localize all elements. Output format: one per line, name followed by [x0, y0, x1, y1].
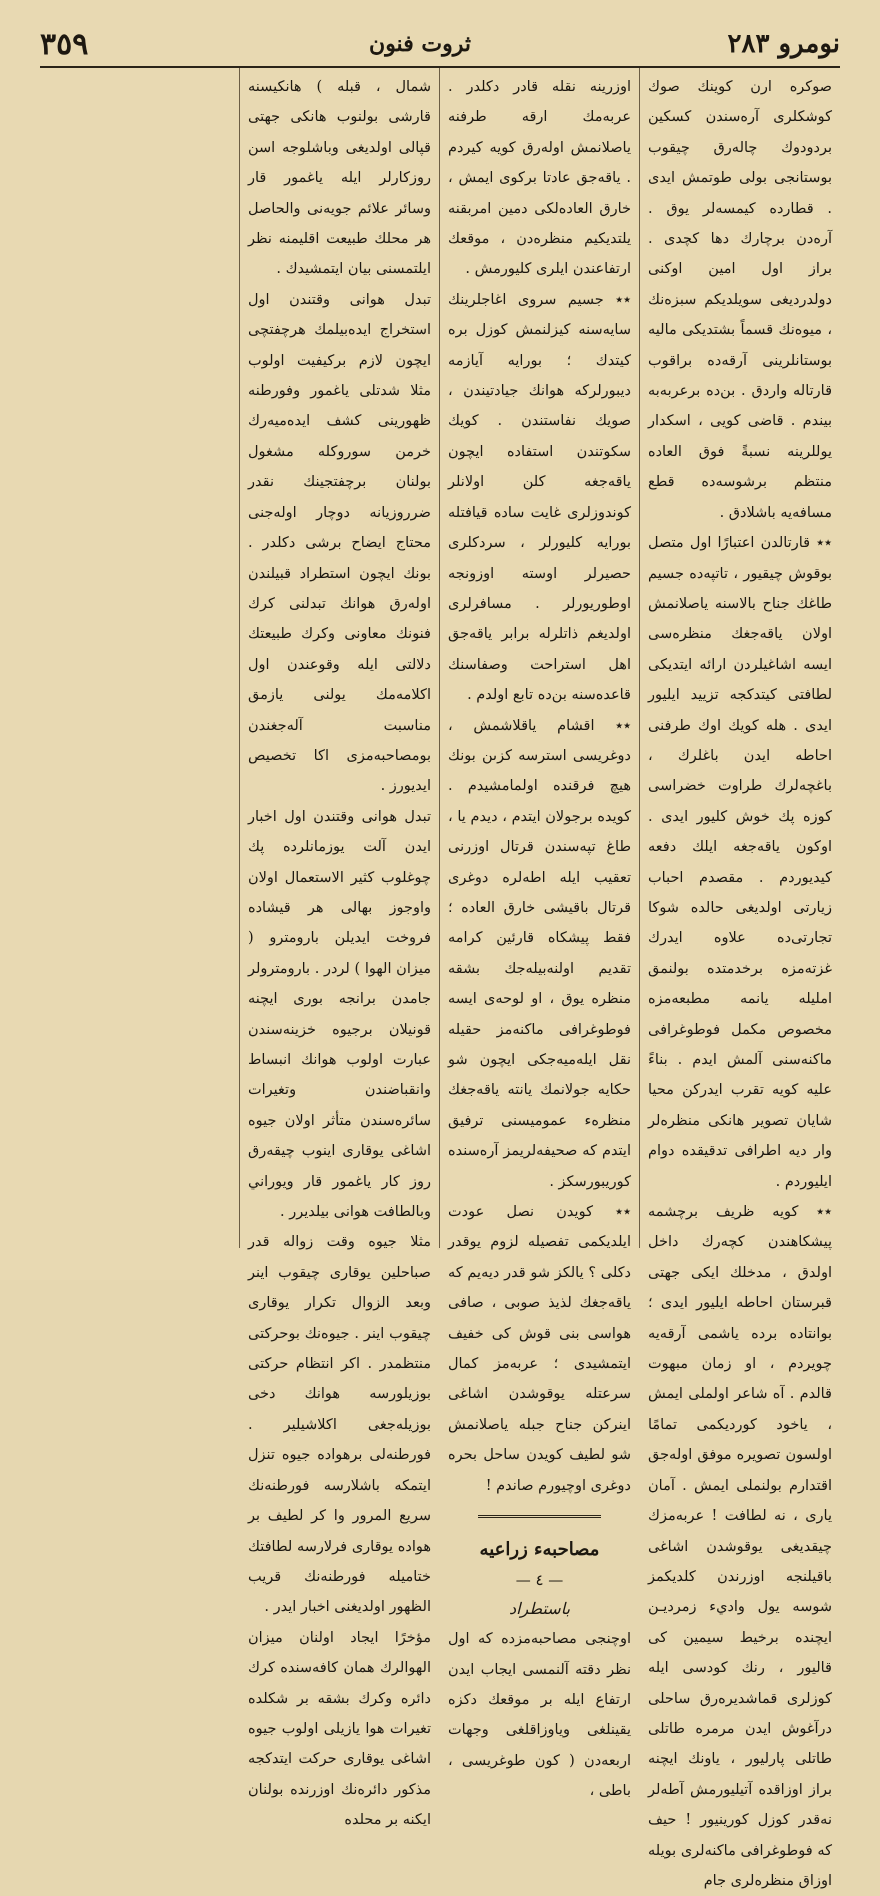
paragraph: ٭٭ جسيم سروى اغاجلرينك سايه‌سنه كيزلنمش كوزل بره كيتدك ؛ بورايه آيازمه ديبورلركه هوانك جيادتيندن ، صويك نفاستندن . كويك سكوتندن استفاده ايچون ياقه‌جغه كلن اولانلر كوندوزلرى غايت ساده قيافتله بورايه كليورلر ، سردكلرى حصيرلر اوسته اوزونجه اوطوريورلر . مسافرلرى اولدیغم ذاتلرله برابر ياقه‌جق اهل استراحت وصفاسنك قاعده‌سنه بن‌ده تابع اولدم .: [448, 291, 631, 704]
paragraph: اوچنجى مصاحبه‌مزده كه اول نظر دقته آلنمسى ايجاب ايدن ارتفاع ايله بر موقعك دكزه يقينلغى وياوزاقلغى وجهات اربعه‌دن ( كون طوغريسى ، باطى ،: [448, 1631, 631, 1800]
paragraph: مثلا جيوه وقت زواله قدر صباحلين يوقارى چيقوب اينر وبعد الزوال تكرار يوقارى چيقوب اينر . جيوه‌نك بوحركتى منتظمدر . اكر انتظام حركتى بوزيلورسه هوانك دخى بوزيله‌جغى اكلاشيلير . فورطنه‌لى برهواده جيوه تنزل ايتمكه باشلارسه فورطنه‌نك سريع المرور وا كر لطيف بر هواده يوقارى فرلارسه لطافتك ختاميله فورطنه‌نك قريب الظهور اولديغنى اخبار ايدر .: [248, 1234, 431, 1616]
column-1: [640, 68, 840, 1889]
paragraph: تبدل هوانى وقتندن اول استخراج ايده‌بيلمك هرچفتچى ايچون لازم بركيفيت اولوب مثلا شدتلى ياغمور وفورطنه ظهورينى كشف ايده‌ميه‌رك خرمن سوروكله مشغول بولنان برچفتجينك نقدر ضرروزيانه دوچار اوله‌جنى محتاج ايضاح برشى دكلدر . بونك ايچون استطراد قبيلندن اوله‌رق هوانك تبدلنى كرك فنونك معاونى وكرك طبيعتك دلالتى ايله وقوعندن اول اكلامه‌مك يولنى يازمق مناسبت آله‌جغندن بومصاحبه‌مزى اكا تخصيص ايديورز .: [248, 291, 431, 795]
section-divider: [478, 1515, 601, 1518]
paragraph: صوكره ارن كوينك صوك كوشكلرى آره‌سندن كسكين بردودوك چالەرق چيقوب بوستانجى بولى طوتمش ايدى . قطارده كيمسه‌لر يوق . آره‌دن برچارك دها كچدى . براز اول امين اوكنى دولدرديغى سويلديكم سبزه‌نك ، ميوه‌نك قسماً بشتديكى ماليه بوستانلرينى آرقه‌ده براقوب قارتاله واردق . بن‌ده برعربه‌به بيندم . قاضى كويى ، اسكدار يوللرينه نسبةً فوق العاده منتظم برشوسه‌ده قطع مسافه‌يه باشلادق .: [648, 79, 832, 521]
section-subheading: باستطراد: [508, 1599, 571, 1619]
paragraph: مؤخرًا ايجاد اولنان ميزان الهوالرك همان كافه‌سنده كرك دائره وكرك بشقه بر شكلده تغيرات هوا يازيلى اولوب جيوه اشاغى يوقارى حركت ايتدكجه مذكور دائره‌نك اوزرنده بولنان ايكنه بر محلده: [248, 1629, 431, 1829]
column-4: [40, 68, 240, 1248]
text-columns: [40, 68, 840, 1889]
issue-number: نومرو ٢٨٣: [727, 29, 840, 59]
section-number: — ٤ —: [515, 1571, 564, 1590]
paragraph: ٭٭ اقشام ياقلاشمش ، دوغريسى استرسه كزىن بونك هيچ فرقنده اولمامشيدم . كويده برجولان ايتدم ، ديدم يا ، طاغ تپه‌سندن قرتال اوزرنى تعقيب ايله اطه‌لره دوغرى قرتال باقيشى خارق العاده ؛ فقط پيشكاه قارئين كرامه تقديم اولنه‌بيله‌جك بشقه منظره يوق ، او لوحه‌ى ايسه فوطوغرافى ماكنه‌مز حقيله نقل ايله‌ميه‌جكى ايچون شو حكايه جولانمك يانته ياقه‌جغك منظرهء عموميسنى ترفيق ايتدم كه صحيفه‌لريمز آره‌سنده كوريبورسكز .: [448, 717, 631, 1190]
column-2: [440, 68, 640, 1800]
section-title: مصاحبهء زراعيه: [479, 1539, 600, 1561]
column-3: [240, 68, 440, 1829]
paragraph: ٭٭ كويدن نصل عودت ايلديكمى تفصيله لزوم يوقدر دكلى ؟ يالكز شو قدر ديه‌يم كه ياقه‌جغك لذيذ صوبى ، صافى هواسى بنى قوش كى خفيف ايتمشيدى ؛ عربه‌مز كمال سرعتله يوقوشدن اشاغى اينركن جناح جبله ياصلانمش شو لطيف كويدن ساحل بحره دوغرى اوچيورم صاندم !: [448, 1204, 631, 1494]
page-header: [40, 22, 840, 68]
paragraph: تبدل هوانى وقتندن اول اخبار ايدن آلت يوزمانلرده پك چوغلوب كثير الاستعمال اولان واوجوز بهالى هر قيشاده فروخت ايديلن بارومترو ( ميزان الهوا ) لردر . بارومترولر جامدن برانجه بورى ايچنه قونيلان برجيوه خزينه‌سندن عبارت اولوب هوانك انبساط وانقباضندن وتغيرات سائره‌سندن متأثر اولان جيوه اشاغى يوقارى اينوب چيقه‌رق روز كار ياغمور قار ويوراني وبالطافت هوانى بيلديرر .: [248, 808, 431, 1221]
paragraph: اوزرينه نقله قادر دكلدر . عربه‌مك ارقه طرفنه ياصلانمش اوله‌رق كويه كيردم . ياقه‌جق عادتا بركوى ايمش ، خارق العاده‌لكى دمين امربقنه يلتديكيم منظره‌دن ، موقعك ارتفاعندن ايلرى كليورمش .: [448, 79, 631, 278]
paragraph: ٭٭ كويه ظريف برچشمه پيشكاهندن كچه‌رك داخل اولدق ، مدخلك ايكى جهتى قبرستان احاطه ايليور ايدى ؛ بوانتاده برده ياشمى آرقه‌يه چويردم ، او زمان مبهوت قالدم . آه شاعر اولملى ايمش ، ياخود كورديكمى تمامًا اولسون تصويره موفق اوله‌جق اقتدارم بولنملى ايمش . آمان يارى ، نه لطافت ! عربه‌مزك چيقديغى يوقوشدن اشاغى باقيلنجه اوزرندن كلديكمز شوسه يول واديء زمرديـن ايچنده برخيط سيمين كى قاليور ، رنك كودسى ايله كوزلرى قماشديره‌رق ساحلى درآغوش ايدن مرمره طاتلى طاتلى پارليور ، ياونك ايچنه براز اوزاقده آتيليورمش آطه‌لر نه‌قدر كوزل كورينيور ! حيف كه فوطوغرافى ماكنه‌لرى بويله اوزاق منظره‌لرى جام: [648, 1204, 832, 1889]
paragraph: ٭٭ قارتالدن اعتبارًا اول متصل بوقوش چيقيور ، تاتپه‌ده جسيم طاغك جناح بالاسنه ياصلانمش اولان ياقه‌جغك منظره‌سى ايسه اشاغيلردن ارائه ايتديكى لطافتى كيتدكجه تزييد ايليور ايدى . هله كويك اوك طرفنى احاطه ايدن باغلرك ، باغچه‌لرك طراوت خضراسى كوزه پك خوش كليور ايدى . اوكون ياقه‌جغه ايلك دفعه كيديوردم . مقصدم احباب زيارتى اولديغى حالده شوكا تجارتى‌ده علاوه ايدرك غزته‌مزه برخدمتده بولنمق امليله يانمه مطبعه‌مزه مخصوص مكمل فوطوغرافى ماكنه‌سنى آلمش ايدم . بناءً عليه كويه تقرب ايدركن محيا شايان تصوير هانكى منظره‌لر وار ديه اطرافى تدقيقده دوام ايليوردم .: [648, 535, 832, 1190]
page-number: ٣٥٩: [40, 26, 89, 62]
paragraph: شمال ، قبله ) هانكيسنه قارشى بولنوب هانكى جهتى قپالى اولديغى وباشلوجه اسن روزكارلر ايله ياغمور قار وسائر علائم جويه‌نى والحاصل هر محلك طبيعت اقليمنه نظر ايلتمسنى بيان ايتمشيدك .: [248, 79, 431, 278]
journal-title: ثروت فنون: [369, 31, 471, 57]
